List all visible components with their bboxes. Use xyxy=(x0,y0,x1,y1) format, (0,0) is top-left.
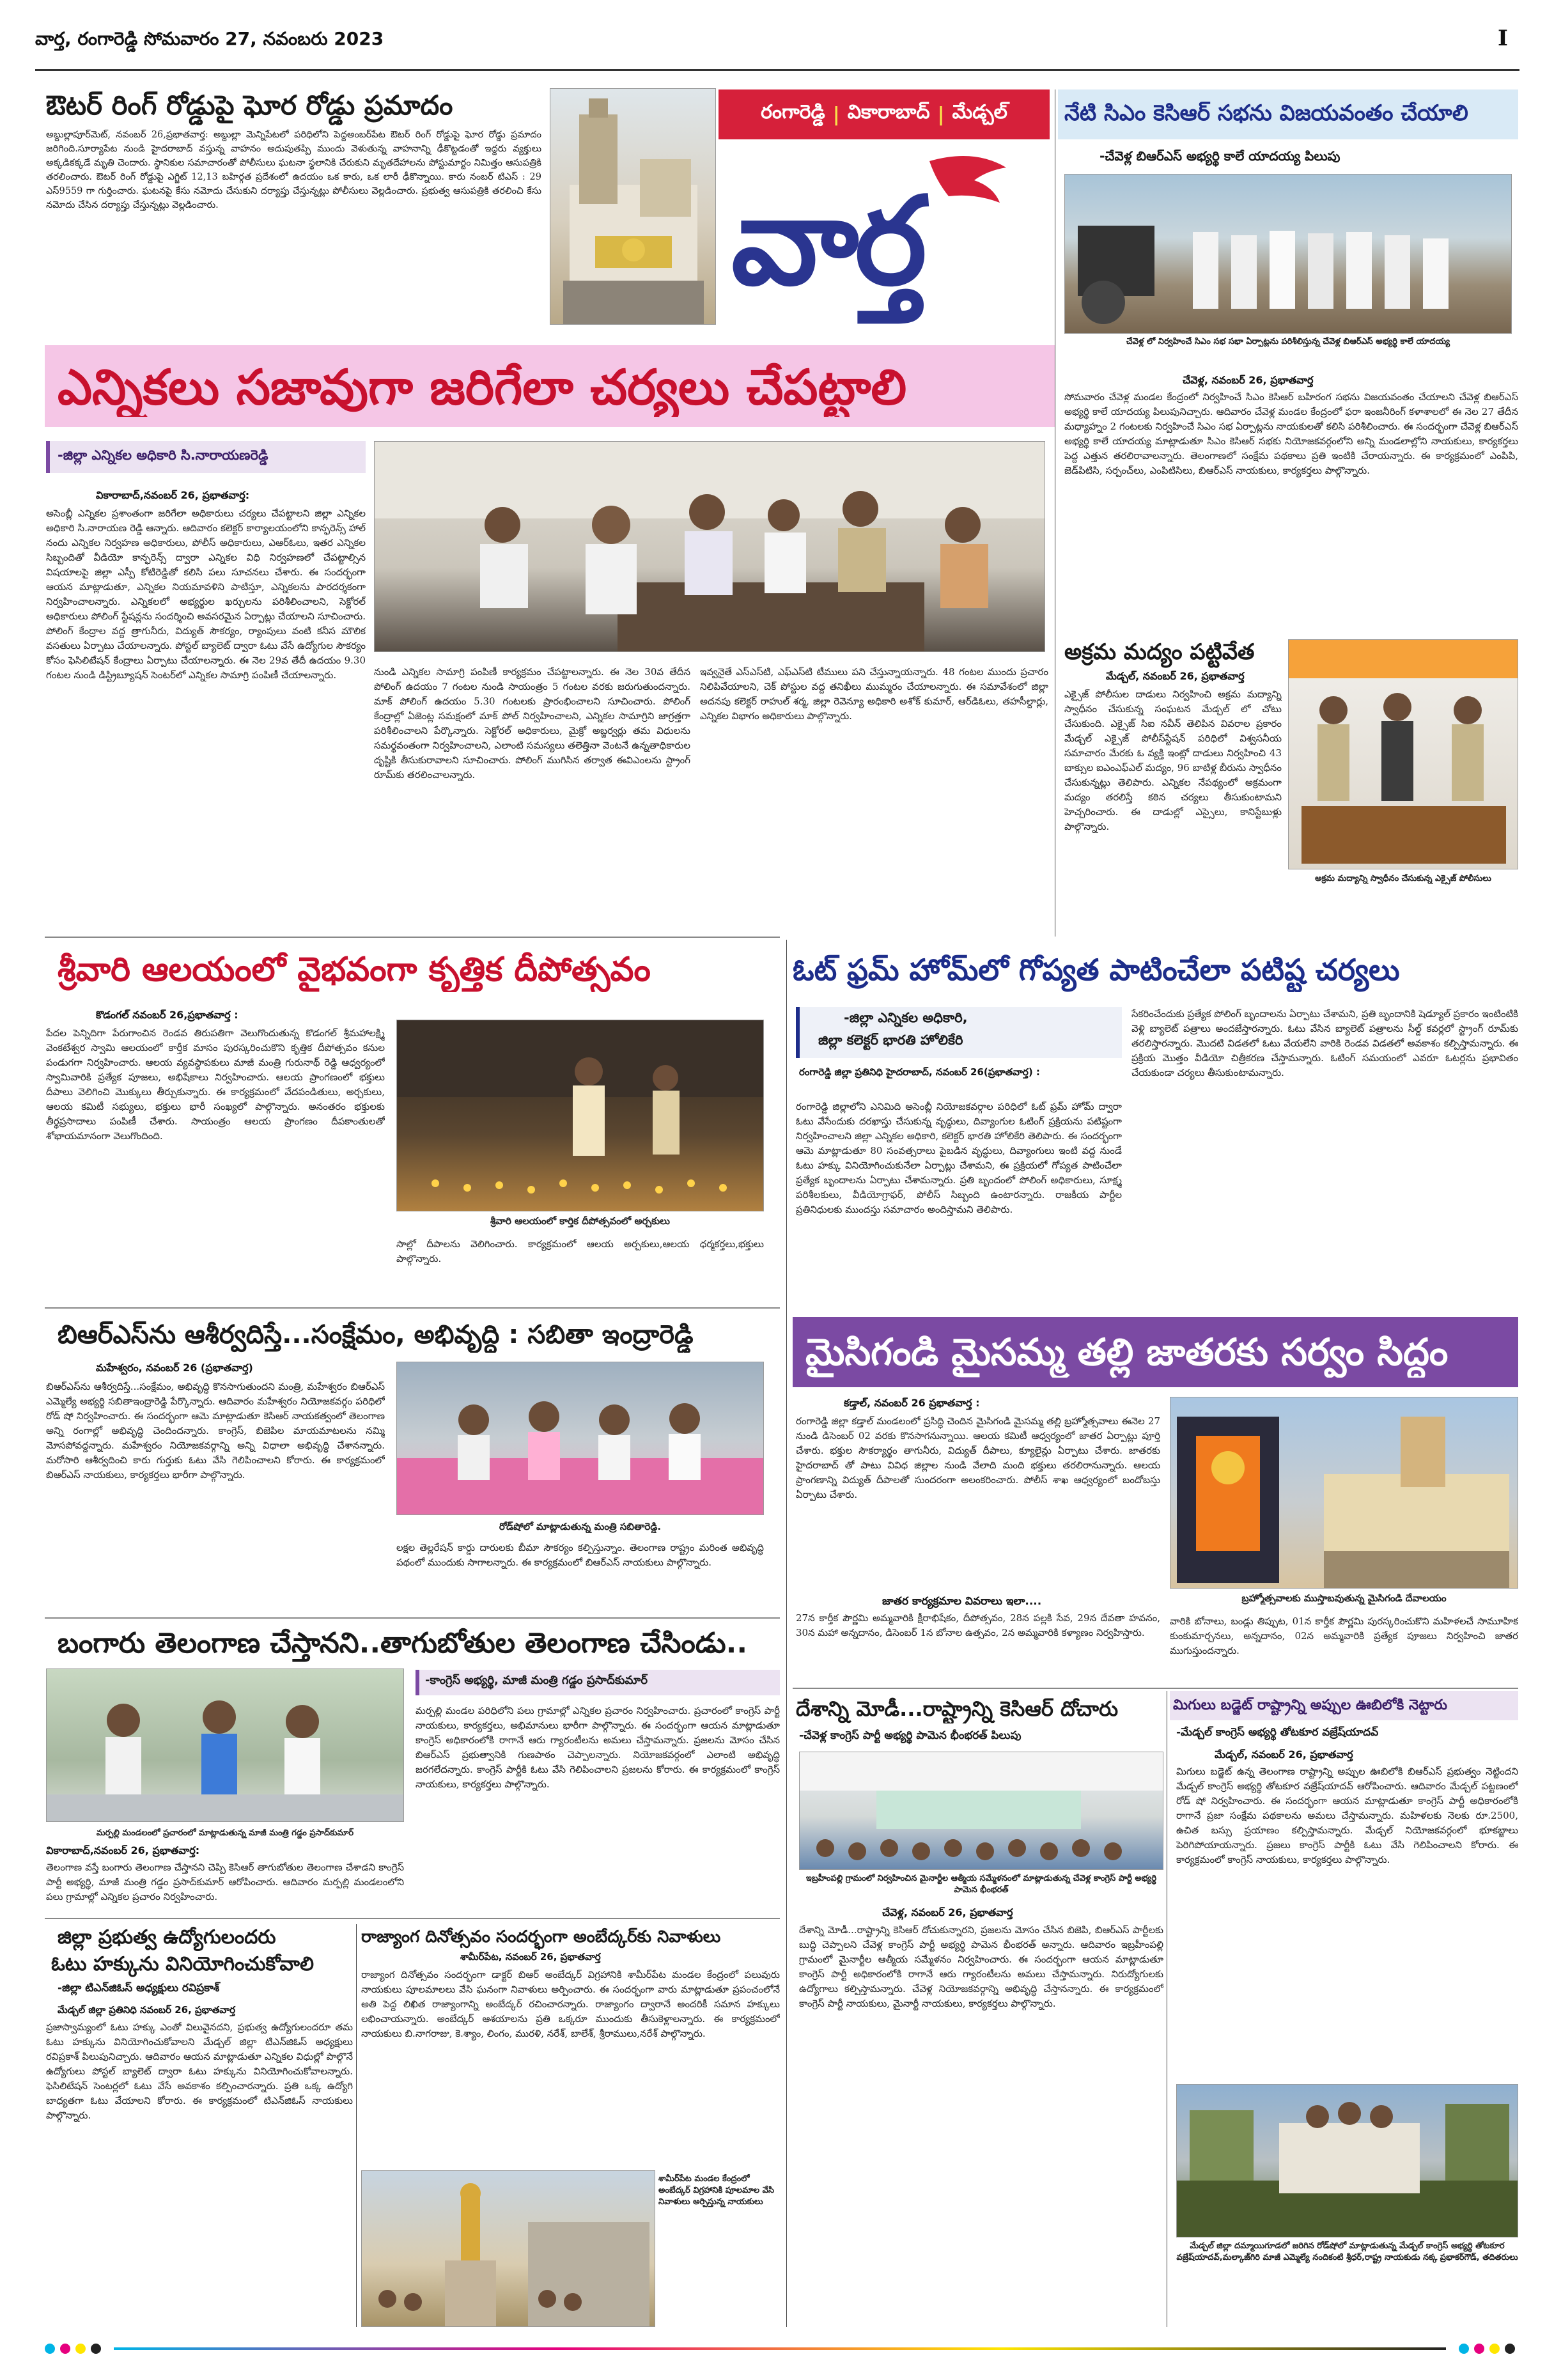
edition-label-2: వికారాబాద్ xyxy=(847,101,930,123)
story8-body2: 27న కార్తీక పౌర్ణమి అమ్మవారికి క్షీరాభిషేకం, దీపోత్సవం, 28న పల్లకి సేవ, 29న దేవతా హవనం, 30న మహా అన్నదానం, డిసెంబర్ 1న బోనాల ఉత్సవం, 2న అమ్మవారికి కళ్యాణం నిర్వహిస్తారు. xyxy=(796,1612,1160,1638)
story3-body2: నుండి ఎన్నికల సామాగ్రి పంపిణీ కార్యక్రమం చేపట్టాలన్నారు. ఈ నెల 30వ తేదీన పోలింగ్ ఉదయం 7 గంటల నుండి సాయంత్రం 5 గంటల వరకు జరుగుతుందన్నారు. మాక్ పోలింగ్ ఉదయం 5.30 గంటలకు ప్రారంభించాలని సూచించారు. పోలింగ్ కేంద్రాల్లో ఏజెంట్ల సమక్షంలో మాక్ పోల్ నిర్వహించాలని, ఎన్నికల సామాగ్రిని జాగ్రత్తగా పరిశీలించాలని పేర్కొన్నారు. సెక్టోరల్ అధికారులు, మైక్రో అబ్జర్వర్లు తమ విధులను సమర్థవంతంగా నిర్వహించాలని, ఎలాంటి సమస్యలు తలెత్తినా వెంటనే ఉన్నతాధికారుల దృష్టికి తీసుకురావాలని సూచించారు. పోలింగ్ ముగిసిన తర్వాత ఈవిఎంలను స్ట్రాంగ్ రూమ్‌కు తరలించాలన్నారు. xyxy=(374,666,690,781)
masthead-edition-bar xyxy=(719,89,1050,139)
story11-headline: మిగులు బడ్జెట్ రాష్ట్రాన్ని అప్పుల ఊబిలోకి నెట్టారు xyxy=(1173,1697,1447,1713)
story10-dateline: చేవెళ్ల, నవంబర్ 26, ప్రభాతవార్త xyxy=(882,1906,1013,1918)
section-divider xyxy=(45,1617,780,1619)
story9-headline: బంగారు తెలంగాణ చేస్తానని..తాగుబోతుల తెలంగాణ చేసిండు.. xyxy=(58,1627,748,1660)
roadshow-illustration xyxy=(397,1362,764,1515)
story2-dateline: చేవెళ్ల, నవంబర్ 26, ప్రభాతవార్త xyxy=(1183,374,1314,386)
story4-body: ఎక్సైజ్ పోలీసుల దాడులు నిర్వహించి అక్రమ మద్యాన్ని స్వాధీనం చేసుకున్న సంఘటన మేడ్చల్ లో చోటు చేసుకుంది. ఎక్సైజ్ సిఐ నవీన్ తెలిపిన వివరాల ప్రకారం మేడ్చల్ ఎక్సైజ్ పోలీస్‌స్టేషన్ పరిధిలో విశ్వసనీయ సమాచారం మేరకు ఓ వ్యక్తి ఇంట్లో దాడులు నిర్వహించి 43 బాక్సుల ఐఎంఎఫ్‌ఎల్ మద్యం, 96 బాటిళ్ల బీరును స్వాధీనం చేసుకున్నట్లు తెలిపారు. ఎన్నికల నేపథ్యంలో అక్రమంగా మద్యం తరలిస్తే కఠిన చర్యలు తీసుకుంటామని హెచ్చరించారు. ఈ దాడుల్లో ఎస్సైలు, కానిస్టేబుళ్లు పాల్గొన్నారు. xyxy=(1064,688,1282,832)
dammaiguda-roadshow-illustration xyxy=(1177,2085,1518,2237)
story8-photo-caption: బ్రహ్మోత్సవాలకు ముస్తాబవుతున్న మైసిగండి దేవాలయం xyxy=(1241,1592,1447,1604)
edition-separator: | xyxy=(937,103,945,126)
story6-body2: సేకరించేందుకు ప్రత్యేక పోలింగ్ బృందాలను ఏర్పాటు చేశామని, ప్రతి బృందానికి షెడ్యూల్ ప్రకారం ఇంటింటికి వెళ్లి బ్యాలెట్ పత్రాలు అందజేస్తారన్నారు. ఓటు వేసిన బ్యాలెట్ పత్రాలను సీల్డ్ కవర్లలో స్ట్రాంగ్ రూమ్‌కు తరలిస్తారన్నారు. మొదటి విడతలో ఓటు వేయలేని వారికి రెండవ విడతలో అవకాశం కల్పిస్తామన్నారు. ఈ ప్రక్రియ మొత్తం వీడియో చిత్రీకరణ చేస్తామన్నారు. ఓటింగ్ సమయంలో ఎవరూ ఓటర్లను ప్రభావితం చేయకుండా చర్యలు తీసుకుంటామన్నారు. xyxy=(1131,1008,1518,1078)
story5-photo xyxy=(396,1020,764,1211)
edition-separator: | xyxy=(832,103,840,126)
story4-photo xyxy=(1288,639,1518,869)
story2-photo xyxy=(1064,174,1512,334)
story12-headline-line1: జిల్లా ప్రభుత్వ ఉద్యోగులందరు xyxy=(58,1926,276,1948)
folio-line: వార్త, రంగారెడ్డి సోమవారం 27, నవంబరు 2023 xyxy=(35,28,384,49)
story6-headline: ఓట్ ఫ్రమ్ హోమ్‌లో గోప్యత పాటించేలా పటిష్ట చర్యలు xyxy=(793,953,1400,987)
section-divider xyxy=(45,937,780,938)
story1-body: అబ్దుల్లాపూర్‌మెట్, నవంబర్ 26,ప్రభాతవార్త: అబ్దుల్లా మెన్నిపేటలో పరిధిలోని పెద్దఅంబర్‌పేట ఔటర్ రింగ్ రోడ్డుపై ఘోర రోడ్డు ప్రమాదం జరిగింది.సూర్యాపేట నుండి హైదరాబాద్ వస్తున్న వాహనం అదుపుతప్పి ముందు వెళుతున్న వాహనాన్ని ఢీకొట్టడంతో ఇద్దరు వ్యక్తులు అక్కడికక్కడే మృతి చెందారు. స్థానికుల సమాచారంతో పోలీసులు ఘటనా స్థలానికి చేరుకుని మృతదేహాలను పోస్టుమార్టం నిమిత్తం ఆసుపత్రికి తరలించారు. ఔటర్ రింగ్ రోడ్డుపై ఎగ్జిట్ 12,13 బహిర్గత ప్రదేశంలో ఉదయం ఒక కారు, ఒక లారీ ఢీకొన్నాయి. కారు నంబర్ టిఎస్ : 29 ఎస్9559 గా గుర్తించారు. ఘటనపై కేసు నమోదు చేసుకుని దర్యాప్తు చేస్తున్నట్లు పోలీసులు వెల్లడించారు. ప్రభుత్వ ఆసుపత్రికి తరలించి కేసు నమోదు చేసిన దర్యాప్తు చేస్తున్నట్లు వెల్లడించారు. xyxy=(46,130,541,210)
story1-headline: ఔటర్ రింగ్ రోడ్డుపై ఘోర రోడ్డు ప్రమాదం xyxy=(46,89,453,121)
story2-body: సోమవారం చేవెళ్ల మండల కేంద్రంలో నిర్వహించే సిఎం కెసిఆర్ బహిరంగ సభను విజయవంతం చేయాలని చేవెళ్ల బిఆర్‌ఎస్ అభ్యర్థి కాలే యాదయ్య పిలుపునిచ్చారు. ఆదివారం చేవెళ్ల మండల కేంద్రంలో ఫరా ఇంజనీరింగ్ కళాశాలలో ఈ నెల 27 తేదీన మధ్యాహ్నం 2 గంటలకు నిర్వహించే సిఎం సభ ఏర్పాట్లను నాయకులతో కలిసి పరిశీలించారు. ఈ సందర్భంగా చేవెళ్ల బిఆర్‌ఎస్ అభ్యర్థి కాలే యాదయ్య మాట్లాడుతూ సిఎం కెసిఆర్ సభకు నియోజకవర్గంలోని అన్ని మండలాల్లోని నాయకులు, కార్యకర్తలు పెద్ద ఎత్తున తరలిరావాలన్నారు. తెలంగాణలో సంక్షేమ పథకాలు ప్రతి ఇంటికి చేరాయన్నారు. ఈ కార్యక్రమంలో ఎంపిపి, జెడ్‌పిటిసి, సర్పంచ్‌లు, ఎంపిటిసిలు, బిఆర్‌ఎస్ నాయకులు, కార్యకర్తలు పాల్గొన్నారు. xyxy=(1064,391,1518,476)
campaign-illustration xyxy=(47,1669,404,1822)
column-rule xyxy=(786,940,787,2327)
logo-text: వార్త xyxy=(731,169,923,312)
story12-headline-line2: ఓటు హక్కును వినియోగించుకోవాలి xyxy=(51,1953,314,1975)
section-divider xyxy=(45,1307,780,1309)
edition-label-3: మేడ్చల్ xyxy=(952,101,1007,123)
minority-meet-illustration xyxy=(800,1752,1163,1870)
story8-photo xyxy=(1170,1397,1518,1589)
story7-photo-caption: రోడ్‌షోలో మాట్లాడుతున్న మంత్రి సబితారెడ్డి. xyxy=(499,1521,662,1532)
story4-photo-caption: అక్రమ మద్యాన్ని స్వాధీనం చేసుకున్న ఎక్సైజ్ పోలీసులు xyxy=(1315,874,1491,883)
story11-body: మిగులు బడ్జెట్ ఉన్న తెలంగాణ రాష్ట్రాన్ని అప్పుల ఊబిలోకి బిఆర్‌ఎస్ ప్రభుత్వం నెట్టిందని మేడ్చల్ కాంగ్రెస్ అభ్యర్థి తోటకూర వజ్రేష్‌యాదవ్ ఆరోపించారు. ఆదివారం మేడ్చల్ పట్టణంలో రోడ్ షో నిర్వహించారు. ఈ సందర్భంగా ఆయన మాట్లాడుతూ కాంగ్రెస్ పార్టీ అధికారంలోకి రాగానే ప్రజా సంక్షేమ పథకాలను అమలు చేస్తామన్నారు. మహిళలకు నెలకు రూ.2500, ఉచిత బస్సు ప్రయాణం కల్పిస్తామన్నారు. మేడ్చల్ నియోజకవర్గంలో భూకబ్జాలు పెరిగిపోయాయన్నారు. ప్రజలు కాంగ్రెస్ పార్టీకి ఓటు వేసి గెలిపించాలని కోరారు. ఈ కార్యక్రమంలో కాంగ్రెస్ నాయకులు, కార్యకర్తలు పాల్గొన్నారు. xyxy=(1176,1766,1518,1865)
story13-headline: రాజ్యాంగ దినోత్సవం సందర్భంగా అంబేద్కర్‌కు నివాళులు xyxy=(361,1927,721,1947)
registration-dots-left xyxy=(45,2344,101,2354)
section-divider xyxy=(793,1688,1518,1689)
registration-dot xyxy=(1459,2344,1469,2354)
story11-photo xyxy=(1176,2084,1518,2237)
section-divider xyxy=(45,1918,780,1919)
registration-dot xyxy=(75,2344,86,2354)
story6-subhead-line1: -జిల్లా ఎన్నికల అధికారి, xyxy=(844,1010,968,1025)
story2-headline: నేటి సిఎం కెసిఆర్ సభను విజయవంతం చేయాలి xyxy=(1064,100,1468,126)
seized-liquor-illustration xyxy=(1289,640,1518,869)
story8-dateline: కడ్తాల్, నవంబర్ 26 ప్రభాతవార్త : xyxy=(844,1397,980,1409)
column-rule xyxy=(356,1924,357,2327)
registration-dots-right xyxy=(1459,2344,1515,2354)
edition-label-1: రంగారెడ్డి xyxy=(761,101,825,123)
page-number: I xyxy=(1498,26,1508,51)
story5-headline: శ్రీవారి ఆలయంలో వైభవంగా కృత్తిక దీపోత్సవం xyxy=(58,951,651,989)
story7-photo xyxy=(396,1362,764,1515)
maisamma-temple-illustration xyxy=(1170,1397,1518,1589)
story9-photo-caption: మర్పల్లి మండలంలో ప్రచారంలో మాట్లాడుతున్న మాజీ మంత్రి గడ్డం ప్రసాద్‌కుమార్ xyxy=(96,1828,354,1838)
story6-subhead-line2: జిల్లా కలెక్టర్ భారతి హోలికేరి xyxy=(818,1032,963,1048)
story13-dateline: శామీర్‌పేట, నవంబర్ 26, ప్రభాతవార్త xyxy=(460,1951,601,1963)
story3-headline: ఎన్నికలు సజావుగా జరిగేలా చర్యలు చేపట్టాలి xyxy=(58,359,907,416)
deepotsavam-illustration xyxy=(397,1020,764,1211)
registration-bar xyxy=(114,2347,1446,2350)
story11-photo-caption: మేడ్చల్ జిల్లా దమ్మాయిగూడలో జరిగిన రోడ్‌షోలో మాట్లాడుతున్న మేడ్చల్ కాంగ్రెస్ అభ్యర్థి తోటకూర వజ్రేష్‌యాదవ్,మల్కాజ్‌గిరి మాజీ ఎమ్మెల్యే నందికంటి శ్రీధర్,రాష్ట్ర నాయకుడు నక్క ప్రభాకర్‌గౌడ్, తదితరులు xyxy=(1176,2241,1518,2262)
story12-subhead: -జిల్లా టిఎన్‌జిఓస్ అధ్యక్షులు రవిప్రకాశ్ xyxy=(58,1982,220,1995)
story4-headline: అక్రమ మద్యం పట్టివేత xyxy=(1064,639,1255,665)
ambedkar-statue-illustration xyxy=(362,2171,655,2327)
story8-body3: వారికి బోనాలు, బండ్లు తిప్పుట, 01న కార్తీక పౌర్ణమి పురస్కరించుకొని మహిళలచే సామూహిక కుంకుమార్చనలు, అన్నదానం, 02న అమ్మవారికి ప్రత్యేక పూజలు నిర్వహించి జాతర ముగుస్తుందన్నారు. xyxy=(1170,1615,1518,1656)
story11-dateline: మేడ్చల్, నవంబర్ 26, ప్రభాతవార్త xyxy=(1215,1748,1353,1761)
print-registration-strip xyxy=(45,2343,1515,2354)
story3-dateline: వికారాబాద్,నవంబర్ 26, ప్రభాతవార్త: xyxy=(96,489,250,501)
story5-photo-caption: శ్రీవారి ఆలయంలో కార్తిక దీపోత్సవంలో అర్చకులు xyxy=(490,1215,670,1227)
story10-subhead: -చేవెళ్ల కాంగ్రెస్ పార్టీ అభ్యర్థి పామెన భీంభరత్ పిలుపు xyxy=(799,1729,1022,1742)
masthead-logo xyxy=(719,142,1050,327)
story9-subhead: -కాంగ్రెస్ అభ్యర్థి, మాజీ మంత్రి గడ్డం ప్రసాద్‌కుమార్ xyxy=(425,1674,648,1687)
story3-body3: ఇవ్వనైతే ఎస్‌ఎస్‌టి, ఎఫ్‌ఎస్‌టి టీములు పని చేస్తున్నాయన్నారు. 48 గంటల ముందు ప్రచారం నిలిపివేయాలని, చెక్ పోస్టుల వద్ద తనిఖీలు ముమ్మరం చేయాలన్నారు. ఈ సమావేశంలో జిల్లా అదనపు కలెక్టర్ రాహుల్ శర్మ, జిల్లా రెవెన్యూ అధికారి అశోక్ కుమార్, ఆర్‌డిఓలు, తహసీల్దార్లు, ఎన్నికల విభాగం అధికారులు పాల్గొన్నారు. xyxy=(700,666,1048,722)
story3-meeting-photo xyxy=(374,441,1045,652)
story4-dateline: మేడ్చల్, నవంబర్ 26, ప్రభాతవార్త xyxy=(1106,670,1245,682)
story3-body1: అసెంబ్లీ ఎన్నికల ప్రశాంతంగా జరిగేలా అధికారులు చర్యలు చేపట్టాలని జిల్లా ఎన్నికల అధికారి సి.నారాయణ రెడ్డి ఆన్నారు. ఆదివారం కలెక్టర్ కార్యాలయంలోని కాన్ఫరెన్స్ హాల్ నందు ఎన్నికల నిర్వహణ అధికారులు, పోలీస్ అధికారులు, ఎఆర్‌ఓలు, ఇతర ఎన్నికల సిబ్బందితో వీడియో కాన్ఫరెన్స్ ద్వారా ఎన్నికల విధి నిర్వహణలో చేపట్టాల్సిన విషయాలపై జిల్లా ఎస్పీ కోటిరెడ్డితో కలిసి పలు సూచనలు చేశారు. ఈ సందర్భంగా ఆయన మాట్లాడుతూ, ఎన్నికల నియమావళిని పాటిస్తూ, ఎన్నికలను పారదర్శకంగా నిర్వహించాలన్నారు. ఎన్నికలలో అభ్యర్థుల ఖర్చులను పరిశీలించాలని, సెక్టోరల్ అధికారులు పోలింగ్ స్టేషన్లను సందర్శించి అవసరమైన ఏర్పాట్లు చేయాలని సూచించారు. పోలింగ్ కేంద్రాల వద్ద త్రాగునీరు, విద్యుత్ సౌకర్యం, ర్యాంపులు వంటి కనీస మౌలిక వసతులు ఏర్పాటు చేయాలన్నారు. పోస్టల్ బ్యాలెట్ ద్వారా ఓటు వేసే ఉద్యోగుల సౌకర్యం కోసం ఫెసిలిటేషన్ కేంద్రాలు ఏర్పాటు చేయాలన్నారు. ఈ నెల 29వ తేదీ ఉదయం 9.30 గంటల నుండి డిస్ట్రిబ్యూషన్ సెంటర్‌లో ఎన్నికల సామాగ్రి పంపిణీ చేయాలన్నారు. xyxy=(46,508,366,681)
meeting-illustration xyxy=(375,442,1045,652)
registration-dot xyxy=(1474,2344,1484,2354)
story3-subhead: -జిల్లా ఎన్నికల అధికారి సి.నారాయణరెడ్డి xyxy=(58,447,268,463)
story5-dateline: కొడంగల్ నవంబర్ 26,ప్రభాతవార్త : xyxy=(96,1009,238,1021)
story12-body: ప్రజాస్వామ్యంలో ఓటు హక్కు ఎంతో విలువైనదని, ప్రభుత్వ ఉద్యోగులందరూ తమ ఓటు హక్కును వినియోగించుకోవాలని మేడ్చల్ జిల్లా టిఎన్‌జిఓస్ అధ్యక్షులు రవిప్రకాశ్ పిలుపునిచ్చారు. ఆదివారం ఆయన మాట్లాడుతూ ఎన్నికల విధుల్లో పాల్గొనే ఉద్యోగులు పోస్టల్ బ్యాలెట్ ద్వారా ఓటు హక్కును వినియోగించుకోవాలన్నారు. ఫెసిలిటేషన్ సెంటర్లలో ఓటు వేసే అవకాశం కల్పించారన్నారు. ప్రతి ఒక్క ఉద్యోగి బాధ్యతగా ఓటు వేయాలని కోరారు. ఈ కార్యక్రమంలో టిఎన్‌జిఓస్ నాయకులు పాల్గొన్నారు. xyxy=(46,2021,353,2121)
story13-body: రాజ్యాంగ దినోత్సవం సందర్భంగా డాక్టర్ బిఆర్ అంబేద్కర్ విగ్రహానికి శామీర్‌పేట మండల కేంద్రంలో పలువురు నాయకులు పూలమాలలు వేసి ఘనంగా నివాళులు అర్పించారు. ఈ సందర్భంగా వారు మాట్లాడుతూ ప్రపంచంలోనే అతి పెద్ద లిఖిత రాజ్యాంగాన్ని అంబేద్కర్ రచించారన్నారు. రాజ్యాంగం ద్వారానే అందరికీ సమాన హక్కులు లభించాయన్నారు. అంబేద్కర్ ఆశయాలను ప్రతి ఒక్కరూ ముందుకు తీసుకెళ్లాలన్నారు. ఈ కార్యక్రమంలో నాయకులు బి.నాగరాజు, కె.శ్యాం, లింగం, మురళి, నరేశ్, బాలేశ్, శ్రీరాములు,నరేశ్ పాల్గొన్నారు. xyxy=(361,1969,780,2039)
story5-body2: సాల్లో దీపాలను వెలిగించారు. కార్యక్రమంలో ఆలయ అర్చకులు,ఆలయ ధర్మకర్తలు,భక్తులు పాల్గొన్నారు. xyxy=(396,1238,764,1264)
story7-body2: లక్షల తెల్లరేషన్ కార్డు దారులకు బీమా సౌకర్యం కల్పిస్తున్నాం. తెలంగాణ రాష్ట్రం మరింత అభివృద్ధి పథంలో ముందుకు సాగాలన్నారు. ఈ కార్యక్రమంలో బిఆర్‌ఎస్ నాయకులు పాల్గొన్నారు. xyxy=(396,1542,764,1568)
story8-body: రంగారెడ్డి జిల్లా కడ్తాల్ మండలంలో ప్రసిద్ధి చెందిన మైసిగండి మైసమ్మ తల్లి బ్రహ్మోత్సవాలు ఈనెల 27 నుండి డిసెంబర్ 02 వరకు కొనసాగనున్నాయి. ఆలయ కమిటీ ఆధ్వర్యంలో జాతర ఏర్పాట్లు పూర్తి చేశారు. భక్తుల సౌకర్యార్థం తాగునీరు, విద్యుత్ దీపాలు, క్యూలైన్లు ఏర్పాటు చేశారు. జాతరకు హైదరాబాద్ తో పాటు వివిధ జిల్లాల నుండి వేలాది మంది భక్తులు తరలిరానున్నారు. ఆలయ ప్రాంగణాన్ని విద్యుత్ దీపాలతో సుందరంగా అలంకరించారు. పోలీస్ శాఖ ఆధ్వర్యంలో బందోబస్తు ఏర్పాటు చేశారు. xyxy=(796,1415,1160,1500)
rally-ground-illustration xyxy=(1065,175,1512,334)
story7-body: బిఆర్‌ఎస్‌ను ఆశీర్వదిస్తే...సంక్షేమం, అభివృద్ధి కొనసాగుతుందని మంత్రి, మహేశ్వరం బిఆర్‌ఎస్ ఎమ్మెల్యే అభ్యర్థి సబితాఇంద్రారెడ్డి పేర్కొన్నారు. ఆదివారం మహేశ్వరం నియోజకవర్గం పరిధిలో రోడ్ షో నిర్వహించారు. ఈ సందర్భంగా ఆమె మాట్లాడుతూ కెసిఆర్ నాయకత్వంలో తెలంగాణ అన్ని రంగాల్లో అభివృద్ధి చెందిందన్నారు. కాంగ్రెస్, బిజెపిల మాయమాటలను నమ్మి మోసపోవద్దన్నారు. మహేశ్వరం నియోజకవర్గాన్ని అన్ని విధాలా అభివృద్ధి చేశానన్నారు. మరోసారి ఆశీర్వదించి కారు గుర్తుకు ఓటు వేసి గెలిపించాలని కోరారు. ఈ కార్యక్రమంలో బిఆర్‌ఎస్ నాయకులు, కార్యకర్తలు భారీగా పాల్గొన్నారు. xyxy=(46,1381,385,1481)
registration-dot xyxy=(1489,2344,1500,2354)
story13-photo-caption: శామీర్‌పేట మండల కేంద్రంలో అంబేద్కర్ విగ్రహానికి పూలమాల వేసి నివాళులు అర్పిస్తున్న నాయకులు xyxy=(658,2174,775,2207)
story7-dateline: మహేశ్వరం, నవంబర్ 26 (ప్రభాతవార్త) xyxy=(96,1362,253,1374)
story8-headline: మైసిగండి మైసమ్మ తల్లి జాతరకు సర్వం సిద్ధం xyxy=(805,1330,1449,1374)
header-rule xyxy=(35,69,1519,71)
story7-headline: బిఆర్‌ఎస్‌ను ఆశీర్వదిస్తే...సంక్షేమం, అభివృద్ధి : సబితా ఇంద్రారెడ్డి xyxy=(58,1320,694,1349)
registration-dot xyxy=(91,2344,101,2354)
story2-photo-caption: చేవెళ్ల లో నిర్వహించే సిఎం సభ సభా ఏర్పాట్లను పరిశీలిస్తున్న చేవెళ్ల బిఆర్‌ఎస్ అభ్యర్థి కాలే యాదయ్య xyxy=(1126,337,1450,346)
registration-dot xyxy=(60,2344,70,2354)
temple-illustration xyxy=(550,89,716,325)
story6-dateline: రంగారెడ్డి జిల్లా ప్రతినిధి హైదరాబాద్, నవంబర్ 26(ప్రభాతవార్త) : xyxy=(799,1066,1040,1078)
story9-body: తెలంగాణ వస్తే బంగారు తెలంగాణ చేస్తానని చెప్పి కెసిఆర్ తాగుబోతుల తెలంగాణ చేశాడని కాంగ్రెస్ పార్టీ అభ్యర్థి, మాజీ మంత్రి గడ్డం ప్రసాద్‌కుమార్ ఆరోపించారు. ఆదివారం మర్పల్లి మండలంలోని పలు గ్రామాల్లో ఎన్నికల ప్రచారం నిర్వహించారు. xyxy=(46,1862,404,1902)
story9-body2: మర్పల్లి మండల పరిధిలోని పలు గ్రామాల్లో ఎన్నికల ప్రచారం నిర్వహించారు. ప్రచారంలో కాంగ్రెస్ పార్టీ నాయకులు, కార్యకర్తలు, అభిమానులు భారీగా పాల్గొన్నారు. ఈ సందర్భంగా ఆయన మాట్లాడుతూ కాంగ్రెస్ అధికారంలోకి రాగానే ఆరు గ్యారంటీలను అమలు చేస్తామన్నారు. ప్రజలను మోసం చేసిన బిఆర్‌ఎస్ ప్రభుత్వానికి గుణపాఠం చెప్పాలన్నారు. నియోజకవర్గంలో ఎలాంటి అభివృద్ధి జరగలేదన్నారు. కాంగ్రెస్ పార్టీకి ఓటు వేసి గెలిపించాలని ప్రజలను కోరారు. ఈ కార్యక్రమంలో కాంగ్రెస్ నాయకులు, కార్యకర్తలు పాల్గొన్నారు. xyxy=(416,1705,780,1790)
story9-dateline: వికారాబాద్,నవంబర్ 26, ప్రభాతవార్త: xyxy=(46,1844,200,1856)
story2-subhead: -చేవెళ్ల బిఆర్‌ఎస్ అభ్యర్థి కాలే యాదయ్య పిలుపు xyxy=(1099,148,1340,164)
registration-dot xyxy=(1505,2344,1515,2354)
story10-photo-caption: ఇబ్రహీంపల్లి గ్రామంలో నిర్వహించిన మైనార్టీల ఆత్మీయ సమ్మేళనంలో మాట్లాడుతున్న చేవెళ్ల కాంగ్రెస్ పార్టీ అభ్యర్థి పామెన భీంభరత్ xyxy=(805,1874,1157,1895)
story10-headline: దేశాన్ని మోడీ...రాష్ట్రాన్ని కెసిఆర్ దోచారు xyxy=(796,1697,1119,1721)
story13-photo xyxy=(361,2170,655,2327)
story9-photo xyxy=(46,1668,404,1822)
story6-body: రంగారెడ్డి జిల్లాలోని ఎనిమిది అసెంబ్లీ నియోజకవర్గాల పరిధిలో ఓట్ ఫ్రమ్ హోమ్ ద్వారా ఓటు వేసేందుకు దరఖాస్తు చేసుకున్న వృద్ధులు, దివ్యాంగుల ఓటింగ్ ప్రక్రియను పటిష్టంగా నిర్వహించాలని జిల్లా ఎన్నికల అధికారి, కలెక్టర్ భారతి హోలికేరి తెలిపారు. ఈ సందర్భంగా ఆమె మాట్లాడుతూ 80 సంవత్సరాలు పైబడిన వృద్ధులు, దివ్యాంగులు ఇంటి వద్ద నుండే ఓటు హక్కు వినియోగించుకునేలా ఏర్పాట్లు చేశామని, ఈ ప్రక్రియలో గోప్యత పాటించేలా ప్రత్యేక బృందాలను ఏర్పాటు చేశామన్నారు. ప్రతి బృందంలో పోలింగ్ అధికారులు, సూక్ష్మ పరిశీలకులు, వీడియోగ్రాఫర్, పోలీస్ సిబ్బంది ఉంటారన్నారు. రాజకీయ పార్టీల ప్రతినిధులకు ముందస్తు సమాచారం అందిస్తామని తెలిపారు. xyxy=(796,1101,1122,1215)
story11-subhead: -మేడ్చల్ కాంగ్రెస్ అభ్యర్థి తోటకూర వజ్రేష్‌యాదవ్ xyxy=(1176,1726,1379,1739)
story5-body: పేదల పెన్నిదిగా పేరుగాంచిన రెండవ తిరుపతిగా వెలుగొందుతున్న కొడంగల్ శ్రీమహాలక్ష్మి వెంకటేశ్వర స్వామి ఆలయంలో కార్తీక మాసం పురస్కరించుకొని కృత్తిక దీపోత్సవం కనుల పండుగగా నిర్వహించారు. ఆలయ వ్యవస్థాపకులు మాజీ మంత్రి గురునాథ్ రెడ్డి ఆధ్వర్యంలో స్వామివారికి ప్రత్యేక పూజలు, అభిషేకాలు నిర్వహించారు. ఆలయ ప్రాంగణంలో భక్తులు దీపాలు వెలిగించి మొక్కులు తీర్చుకున్నారు. ఈ కార్యక్రమంలో వేదపండితులు, అర్చకులు, ఆలయ కమిటీ సభ్యులు, భక్తులు భారీ సంఖ్యలో పాల్గొన్నారు. అనంతరం భక్తులకు తీర్థప్రసాదాలు పంపిణీ చేశారు. సాయంత్రం ఆలయ ప్రాంగణం దీపకాంతులతో శోభాయమానంగా వెలుగొందింది. xyxy=(46,1027,385,1142)
story10-body: దేశాన్ని మోడీ...రాష్ట్రాన్ని కెసిఆర్ దోచుకున్నారని, ప్రజలను మోసం చేసిన బిజెపి, బిఆర్‌ఎస్ పార్టీలకు బుద్ధి చెప్పాలని చేవెళ్ల కాంగ్రెస్ పార్టీ అభ్యర్థి పామెన భీంభరత్ అన్నారు. ఆదివారం ఇబ్రహీంపల్లి గ్రామంలో మైనార్టీల ఆత్మీయ సమ్మేళనం నిర్వహించారు. ఈ సందర్భంగా ఆయన మాట్లాడుతూ కాంగ్రెస్ పార్టీ అధికారంలోకి రాగానే ఆరు గ్యారంటీలను అమలు చేస్తామన్నారు. నిరుద్యోగులకు ఉద్యోగాలు కల్పిస్తామన్నారు. చేవెళ్ల నియోజకవర్గాన్ని అభివృద్ధి చేస్తానన్నారు. ఈ కార్యక్రమంలో కాంగ్రెస్ పార్టీ నాయకులు, మైనార్టీ నాయకులు, కార్యకర్తలు పాల్గొన్నారు. xyxy=(799,1924,1163,2009)
masthead-temple-photo xyxy=(550,88,716,325)
story10-photo xyxy=(799,1752,1163,1870)
story12-dateline: మేడ్చల్ జిల్లా ప్రతినిధి నవంబర్ 26, ప్రభాతవార్త xyxy=(58,2004,236,2016)
registration-dot xyxy=(45,2344,55,2354)
story8-box-title: జాతర కార్యక్రమాల వివరాలు ఇలా.... xyxy=(882,1595,1042,1608)
